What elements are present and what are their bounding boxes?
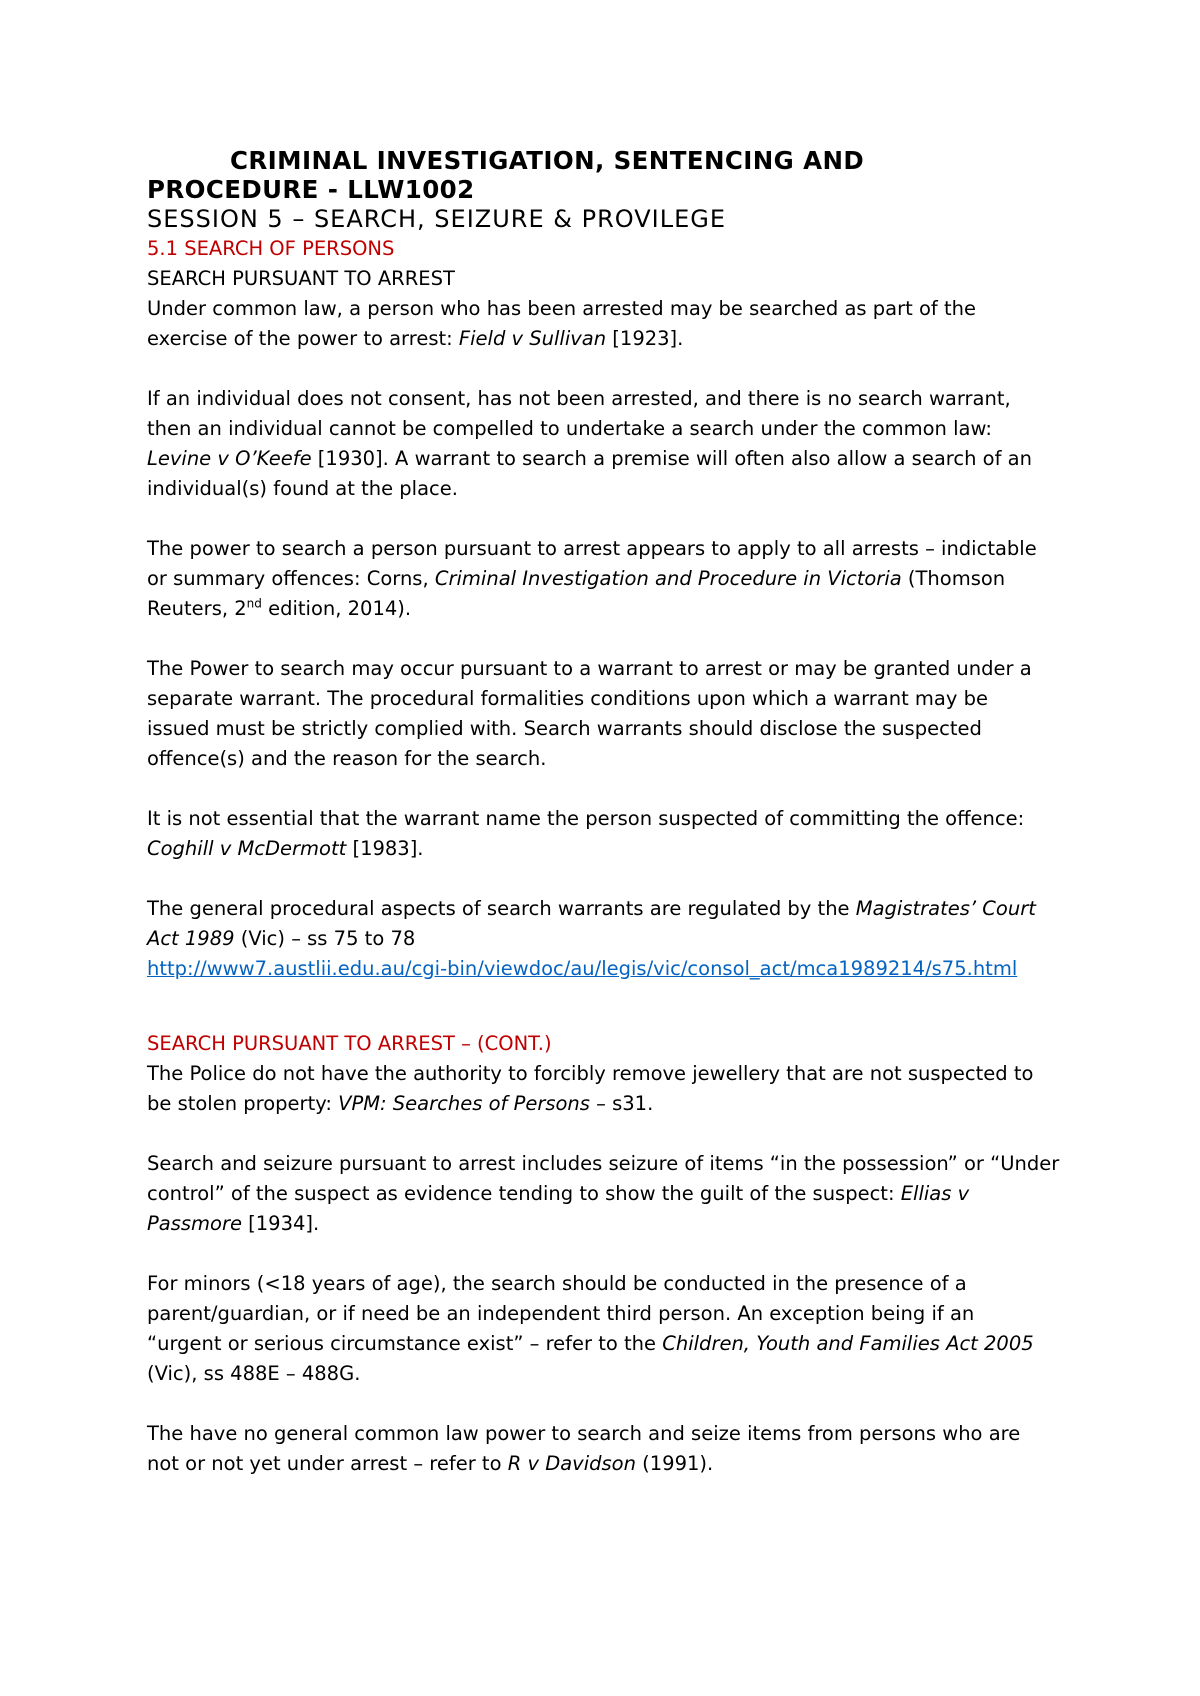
reference-citation: VPM: Searches of Persons bbox=[338, 1092, 590, 1115]
paragraph-search-and-seizure: Search and seizure pursuant to arrest includes seizure of items “in the possession” or “Under control” of the suspect as evidence tending to show the guilt of the suspect: Ellias v Passmore [1934]. bbox=[147, 1152, 1060, 1235]
document-title: CRIMINAL INVESTIGATION, SENTENCING AND PROCEDURE - LLW1002 bbox=[147, 146, 865, 204]
case-citation: Levine v O’Keefe bbox=[147, 447, 312, 470]
case-citation: Passmore bbox=[147, 1212, 242, 1235]
case-citation: Ellias v bbox=[900, 1182, 970, 1205]
act-citation: Act 1989 bbox=[147, 927, 235, 950]
austlii-link[interactable]: http://www7.austlii.edu.au/cgi-bin/viewdoc/au/legis/vic/consol_act/mca1989214/s75.html bbox=[147, 957, 1018, 980]
paragraph-no-consent: If an individual does not consent, has not been arrested, and there is no search warrant, then an individual cannot be compelled to undertake a search under the common law: Levine v O’Keefe [1930]. A warrant to search a premise will often also allow a search of an individual(s) found at the place. bbox=[147, 387, 1032, 500]
act-citation: Children, Youth and Families Act 2005 bbox=[662, 1332, 1034, 1355]
paragraph-power-to-search: The power to search a person pursuant to arrest appears to apply to all arrests – indictable or summary offences: Corns, Criminal Investigation and Procedure in Victoria (Thomson Reuters, 2nd edition, 2014). bbox=[147, 537, 1037, 620]
book-citation: Criminal Investigation and Procedure in Victoria bbox=[434, 567, 902, 590]
case-citation: R v Davidson bbox=[507, 1452, 636, 1475]
document-page bbox=[147, 146, 1067, 1479]
paragraph-procedural-aspects: The general procedural aspects of search warrants are regulated by the Magistrates’ Court Act 1989 (Vic) – ss 75 to 78 http://www7.austlii.edu.au/cgi-bin/viewdoc/au/legis/vic/consol_act/mca1989214/s75.html bbox=[147, 897, 1036, 980]
subheading-search-pursuant-to-arrest: SEARCH PURSUANT TO ARREST bbox=[147, 267, 455, 290]
section-heading-search-cont: SEARCH PURSUANT TO ARREST – (CONT.) bbox=[147, 1032, 552, 1055]
paragraph-no-general-power: The have no general common law power to search and seize items from persons who are not or not yet under arrest – refer to R v Davidson (1991). bbox=[147, 1422, 1021, 1475]
paragraph-common-law-search: Under common law, a person who has been arrested may be searched as part of the exercise of the power to arrest: Field v Sullivan [1923]. bbox=[147, 297, 976, 350]
paragraph-warrant-formalities: The Power to search may occur pursuant to a warrant to arrest or may be granted under a separate warrant. The procedural formalities conditions upon which a warrant may be issued must be strictly complied with. Search warrants should disclose the suspected offence(s) and the reason for the search. bbox=[147, 657, 1032, 770]
session-heading: SESSION 5 – SEARCH, SEIZURE & PROVILEGE bbox=[147, 205, 727, 233]
paragraph-jewellery: The Police do not have the authority to forcibly remove jewellery that are not suspected to be stolen property: VPM: Searches of Persons – s31. bbox=[147, 1062, 1034, 1115]
act-citation: Magistrates’ Court bbox=[855, 897, 1036, 920]
case-citation: Field v Sullivan bbox=[458, 327, 607, 350]
case-citation: Coghill v McDermott bbox=[147, 837, 347, 860]
paragraph-minors: For minors (<18 years of age), the search should be conducted in the presence of a parent/guardian, or if need be an independent third person. An exception being if an “urgent or serious circumstance exist” – refer to the Children, Youth and Families Act 2005 (Vic), ss 488E – 488G. bbox=[147, 1272, 1034, 1385]
paragraph-warrant-naming: It is not essential that the warrant name the person suspected of committing the offence: Coghill v McDermott [1983]. bbox=[147, 807, 1025, 860]
section-heading-search-of-persons: 5.1 SEARCH OF PERSONS bbox=[147, 237, 395, 260]
